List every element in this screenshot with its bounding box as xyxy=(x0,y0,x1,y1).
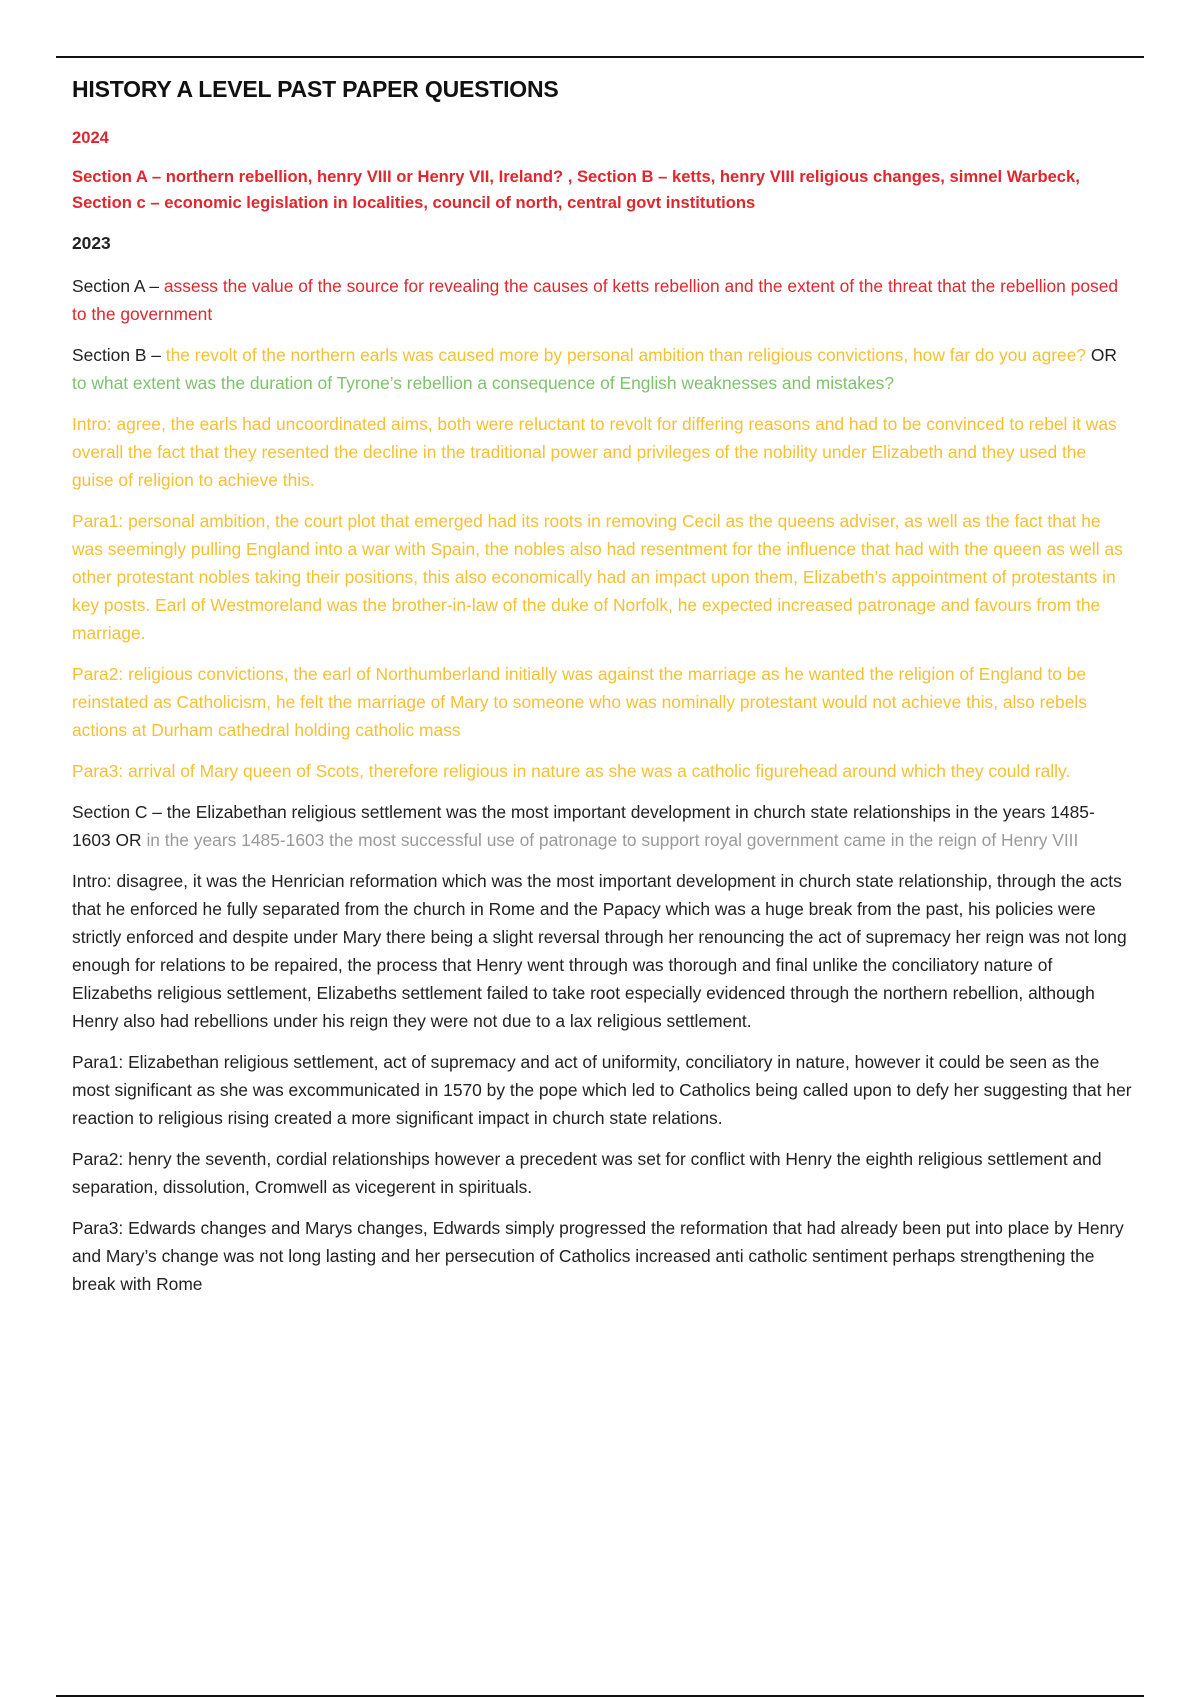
section-a-question xyxy=(72,272,1132,328)
page-title: HISTORY A LEVEL PAST PAPER QUESTIONS xyxy=(72,76,559,102)
section-b-label: Section B – xyxy=(72,345,166,365)
section-b-para1: Para1: personal ambition, the court plot that emerged had its roots in removing Cecil as the queens adviser, as well as the fact that he was seemingly pulling England into a war with Spain, the nobles also had resentment for the influence that had with the queen as well as other protestant nobles taking their positions, this also economically had an impact upon them, Elizabeth’s appointment of protestants in key posts. Earl of Westmoreland was the brother-in-law of the duke of Norfolk, he expected increased patronage and favours from the marriage. xyxy=(72,511,1123,643)
section-a-label: Section A – xyxy=(72,276,164,296)
section-c-para3: Para3: Edwards changes and Marys changes, Edwards simply progressed the reformation that had already been put into place by Henry and Mary’s change was not long lasting and her persecution of Catholics increased anti catholic sentiment perhaps strengthening the break with Rome xyxy=(72,1218,1124,1294)
section-b-para3: Para3: arrival of Mary queen of Scots, therefore religious in nature as she was a catholic figurehead around which they could rally. xyxy=(72,761,1071,781)
year-2023-heading: 2023 xyxy=(72,233,111,253)
section-b-intro: Intro: agree, the earls had uncoordinated aims, both were reluctant to revolt for differing reasons and had to be convinced to rebel it was overall the fact that they resented the decline in the traditional power and privileges of the nobility under Elizabeth and they used the guise of religion to achieve this. xyxy=(72,414,1117,490)
top-rule xyxy=(56,56,1144,58)
section-c-para2: Para2: henry the seventh, cordial relationships however a precedent was set for conflict with Henry the eighth religious settlement and separation, dissolution, Cromwell as vicegerent in spirituals. xyxy=(72,1149,1102,1197)
year-2024-heading: 2024 xyxy=(72,128,109,147)
section-a-text: assess the value of the source for revealing the causes of ketts rebellion and the extent of the threat that the rebellion posed to the government xyxy=(72,276,1119,324)
section-c-para1: Para1: Elizabethan religious settlement, act of supremacy and act of uniformity, conciliatory in nature, however it could be seen as the most significant as she was excommunicated in 1570 by the pope which led to Catholics being called upon to defy her suggesting that her reaction to religious rising created a more significant impact in church state relations. xyxy=(72,1052,1132,1128)
bottom-rule xyxy=(56,1695,1144,1697)
section-b-question xyxy=(72,341,1132,397)
section-c-question-1: Section C – the Elizabethan religious settlement was the most important development in church state relationships in the years 1485-1603 OR xyxy=(72,802,1095,850)
section-b-para2: Para2: religious convictions, the earl of Northumberland initially was against the marriage as he wanted the religion of England to be reinstated as Catholicism, he felt the marriage of Mary to someone who was nominally protestant would not achieve this, also rebels actions at Durham cathedral holding catholic mass xyxy=(72,664,1087,740)
document-content xyxy=(72,72,1132,1311)
year-2024-summary: Section A – northern rebellion, henry VIII or Henry VII, Ireland? , Section B – ketts, henry VIII religious changes, simnel Warbeck, Section c – economic legislation in localities, council of north, central govt institutions xyxy=(72,167,1080,212)
section-c-question xyxy=(72,798,1132,854)
section-c-intro: Intro: disagree, it was the Henrician reformation which was the most important development in church state relationship, through the acts that he enforced he fully separated from the church in Rome and the Papacy which was a huge break from the past, his policies were strictly enforced and despite under Mary there being a slight reversal through her renouncing the act of supremacy her reign was not long enough for relations to be repaired, the process that Henry went through was thorough and final unlike the conciliatory nature of Elizabeths religious settlement, Elizabeths settlement failed to take root especially evidenced through the northern rebellion, although Henry also had rebellions under his reign they were not due to a lax religious settlement. xyxy=(72,871,1127,1031)
section-b-question-1: the revolt of the northern earls was caused more by personal ambition than religious convictions, how far do you agree? xyxy=(165,345,1087,365)
section-b-question-2: to what extent was the duration of Tyrone’s rebellion a consequence of English weaknesses and mistakes? xyxy=(72,373,895,393)
section-c-question-2: in the years 1485-1603 the most successful use of patronage to support royal government came in the reign of Henry VIII xyxy=(141,830,1079,850)
section-b-or: OR xyxy=(1086,345,1117,365)
